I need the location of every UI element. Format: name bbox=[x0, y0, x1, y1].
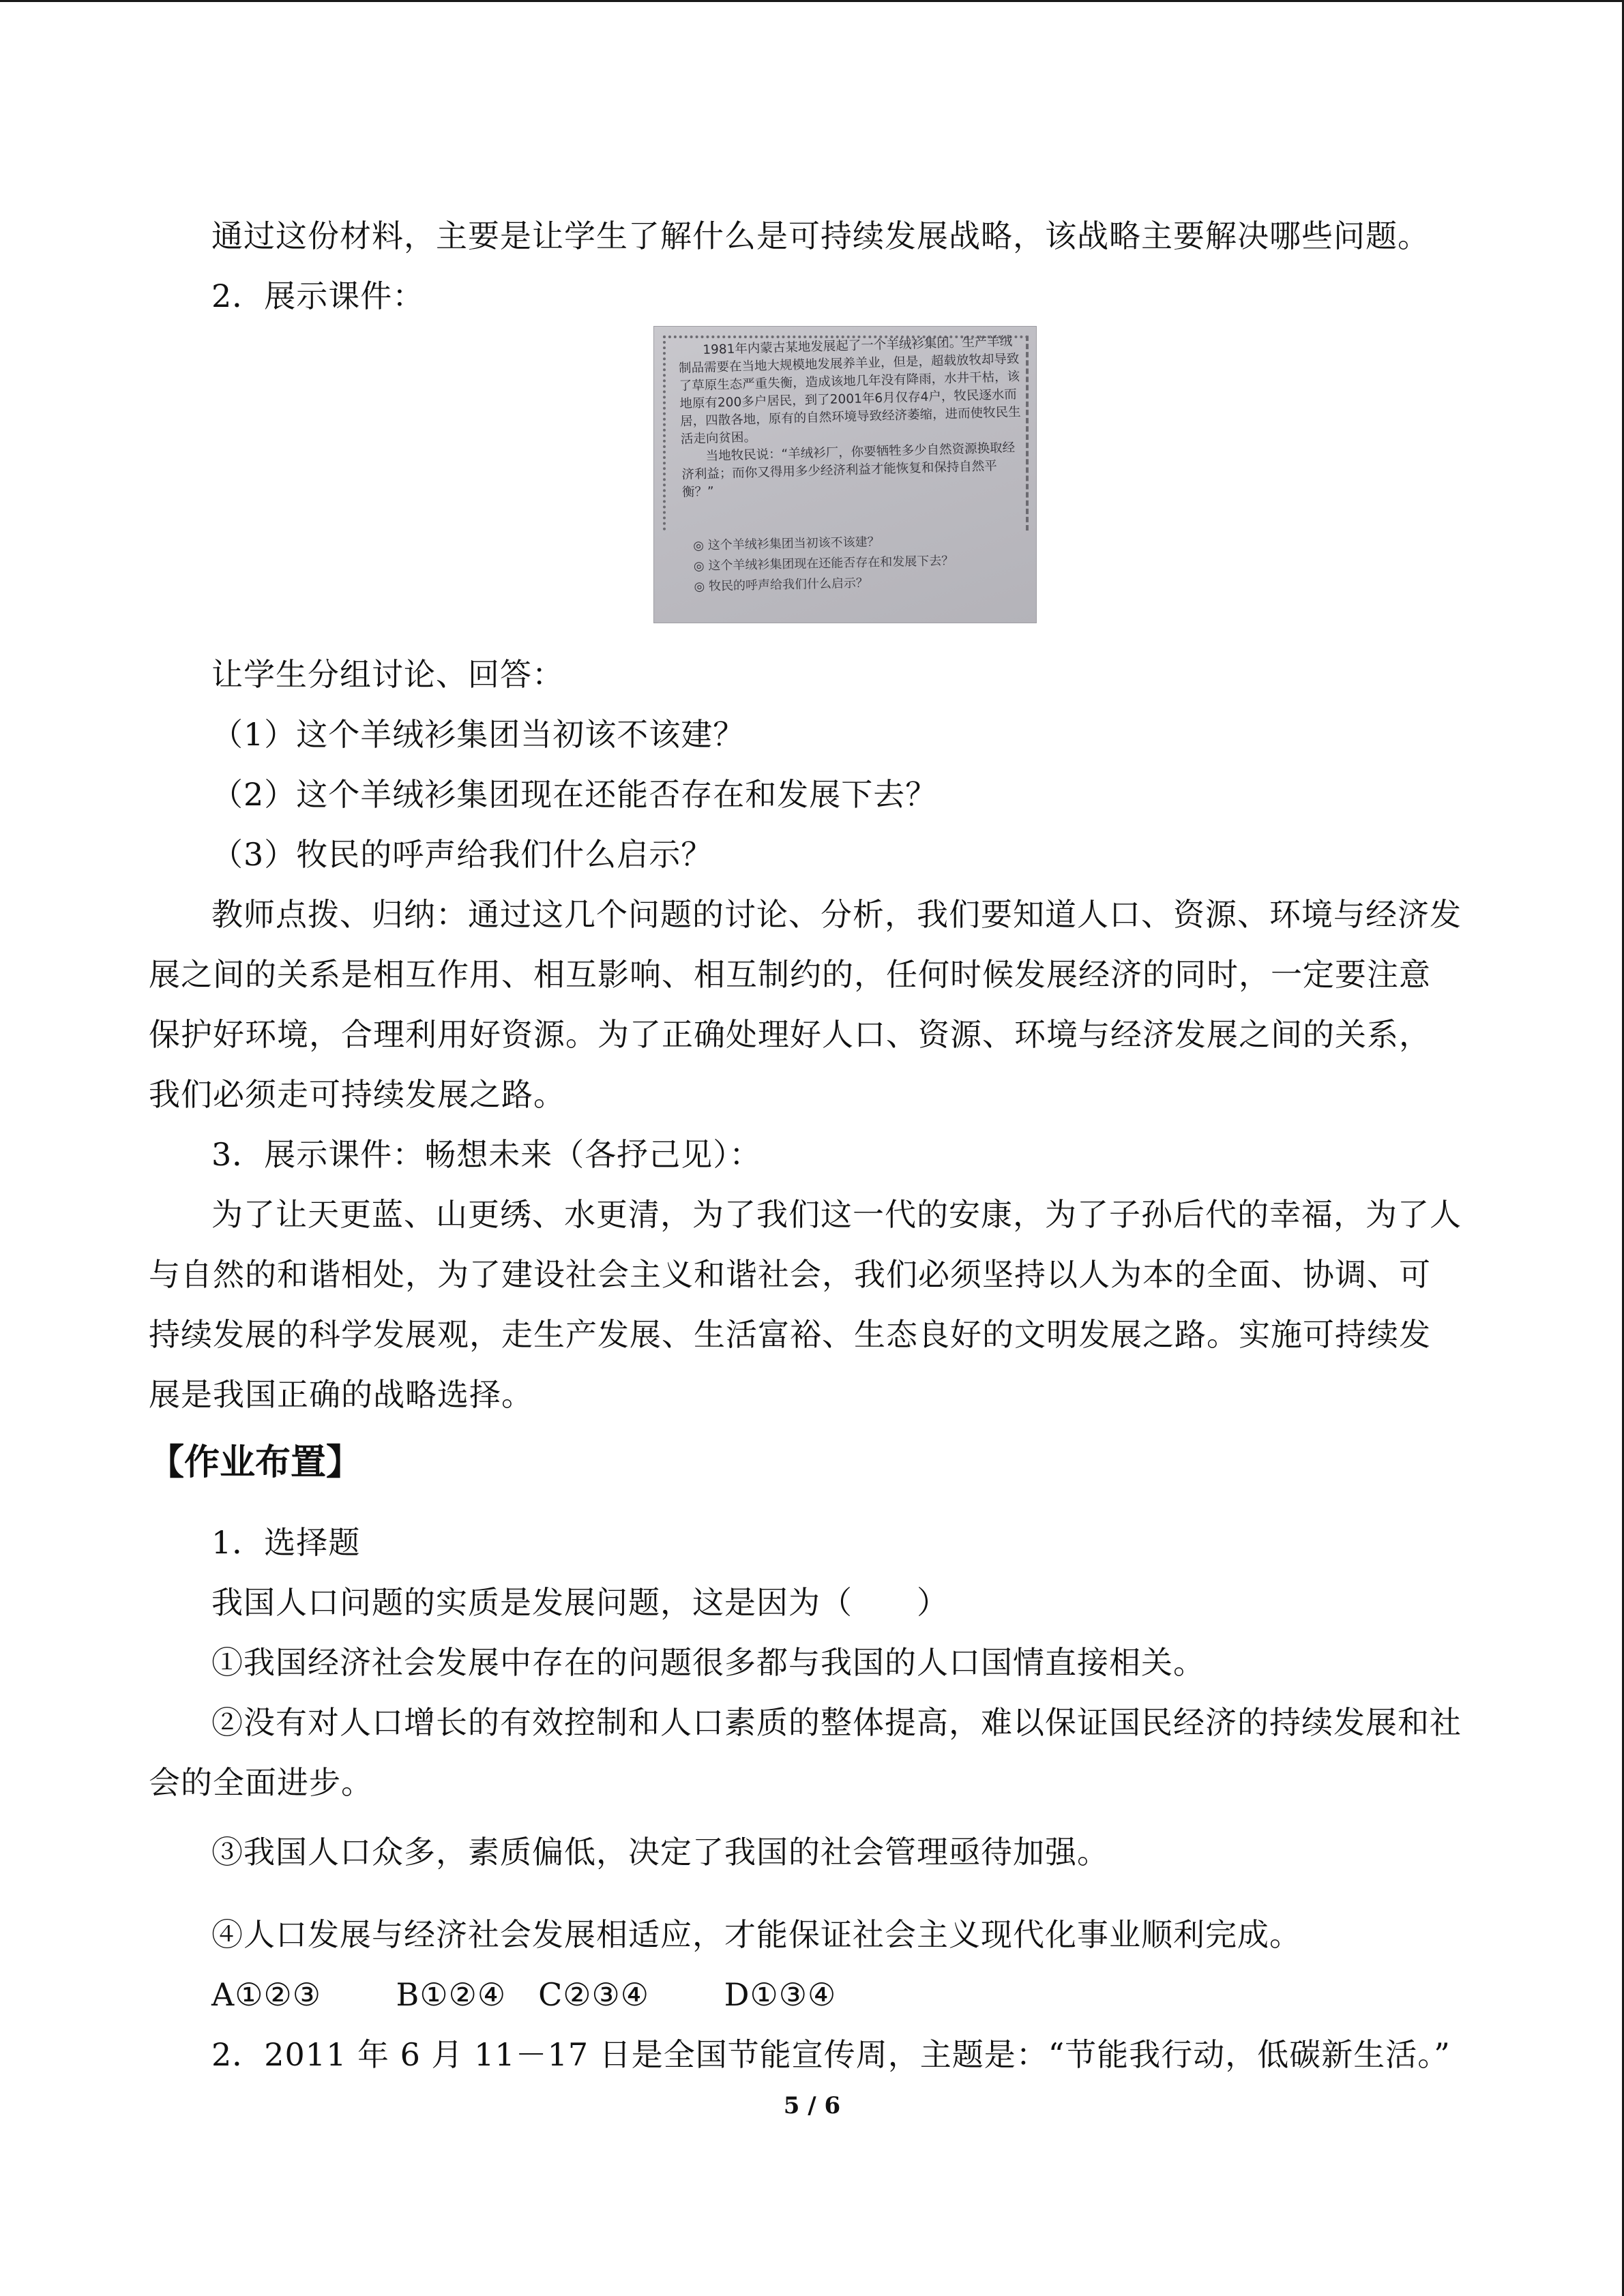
discussion-question-2: （2）这个羊绒衫集团现在还能否存在和发展下去？ bbox=[211, 776, 938, 813]
photo-questions bbox=[693, 529, 1022, 597]
homework-heading: 【作业布置】 bbox=[149, 1442, 362, 1483]
discussion-question-1: （1）这个羊绒衫集团当初该不该建？ bbox=[211, 716, 745, 753]
teacher-summary: 教师点拨、归纳：通过这几个问题的讨论、分析，我们要知道人口、资源、环境与经济发展之间的关系是相互作用、相互影响、相互制约的，任何时候发展经济的同时，一定要注意保护好环境，合理利用好资源。为了正确处理好人口、资源、环境与经济发展之间的关系，我们必须走可持续发展之路。 bbox=[149, 896, 1462, 1113]
photo-case-paragraph: 1981年内蒙古某地发展起了一个羊绒衫集团。生产羊绒制品需要在当地大规模地发展养羊业，但是，超载放牧却导致了草原生态严重失衡，造成该地几年没有降雨，水井干枯，该地原有200多户居民，到了2001年6月仅存4户，牧民逐水而居，四散各地，原有的自然环境导致经济萎缩，进而使牧民生活走向贫困。 bbox=[678, 334, 1021, 447]
photo-question-2: ◎ 这个羊绒衫集团现在还能否存在和发展下去？ bbox=[693, 554, 954, 573]
homework-item-2: 2．2011 年 6 月 11－17 日是全国节能宣传周，主题是：“节能我行动，低碳新生活。” bbox=[211, 2036, 1451, 2073]
page-number: 5 / 6 bbox=[783, 2092, 841, 2119]
photo-question-1: ◎ 这个羊绒衫集团当初该不该建？ bbox=[693, 535, 880, 553]
page-top-border bbox=[0, 0, 1624, 2]
step-3-label: 3．展示课件：畅想未来（各抒己见）： bbox=[211, 1136, 762, 1173]
question-stem: 我国人口问题的实质是发展问题，这是因为（ ） bbox=[211, 1584, 949, 1621]
future-paragraph: 为了让天更蓝、山更绣、水更清，为了我们这一代的安康，为了子孙后代的幸福，为了人与自然的和谐相处，为了建设社会主义和谐社会，我们必须坚持以人为本的全面、协调、可持续发展的科学发展观，走生产发展、生活富裕、生态良好的文明发展之路。实施可持续发展是我国正确的战略选择。 bbox=[149, 1196, 1462, 1413]
photo-case-text bbox=[678, 333, 1023, 502]
statement-1: ①我国经济社会发展中存在的问题很多都与我国的人口国情直接相关。 bbox=[211, 1644, 1205, 1681]
answer-choices: A①②③ B①②④ C②③④ D①③④ bbox=[211, 1976, 837, 2013]
step-2-label: 2．展示课件： bbox=[211, 278, 425, 314]
photo-question-3: ◎ 牧民的呼声给我们什么启示？ bbox=[694, 576, 869, 594]
paragraph-intro: 通过这份材料，主要是让学生了解什么是可持续发展战略，该战略主要解决哪些问题。 bbox=[211, 218, 1430, 254]
discussion-intro: 让学生分组讨论、回答： bbox=[211, 656, 564, 693]
statement-4: ④人口发展与经济社会发展相适应，才能保证社会主义现代化事业顺利完成。 bbox=[211, 1916, 1301, 1953]
homework-item-1: 1．选择题 bbox=[211, 1524, 361, 1561]
photo-herder-quote: 当地牧民说：“羊绒衫厂，你要牺牲多少自然资源换取经济利益；而你又得用多少经济利益才能恢复和保持自然平衡？” bbox=[681, 441, 1016, 500]
statement-2: ②没有对人口增长的有效控制和人口素质的整体提高，难以保证国民经济的持续发展和社会的全面进步。 bbox=[149, 1704, 1462, 1801]
statement-3: ③我国人口众多，素质偏低，决定了我国的社会管理亟待加强。 bbox=[211, 1834, 1109, 1870]
discussion-question-3: （3）牧民的呼声给我们什么启示？ bbox=[211, 836, 713, 873]
textbook-photo bbox=[653, 326, 1037, 623]
